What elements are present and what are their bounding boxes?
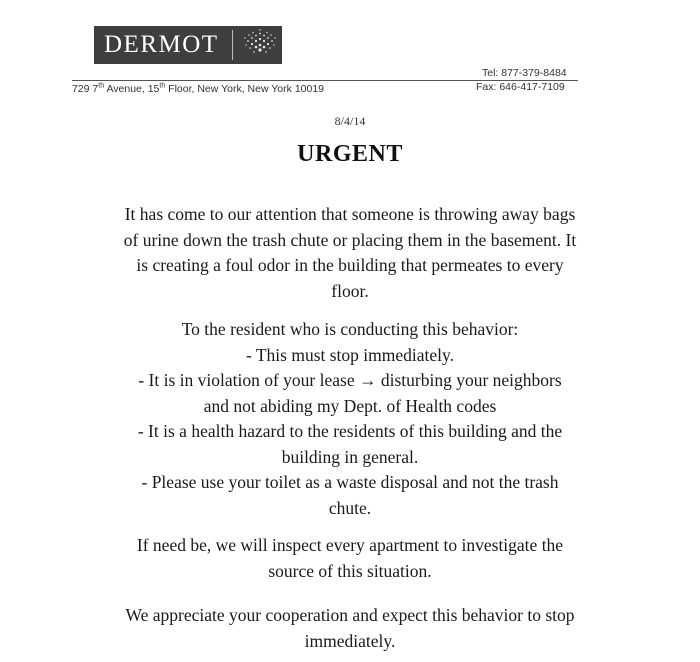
- text-line: building in general.: [281, 446, 419, 467]
- bullet-line: - It is in violation of your lease → disturbing your neighbors: [138, 370, 562, 390]
- text-line: floor.: [331, 280, 369, 301]
- company-name: DERMOT: [104, 31, 219, 58]
- bullet-line: - Please use your toilet as a waste disposal and not the trash: [141, 472, 559, 492]
- notice-title: URGENT: [297, 141, 403, 167]
- fax-number: Fax: 646-417-7109: [476, 81, 565, 93]
- bullet-line: - This must stop immediately.: [245, 344, 455, 365]
- phone-number: Tel: 877-379-8484: [482, 67, 567, 79]
- text-line: chute.: [328, 497, 372, 518]
- text-line: of urine down the trash chute or placing them in the basement. It: [123, 229, 577, 250]
- text-line: is creating a foul odor in the building that permeates to every: [136, 255, 564, 275]
- starburst-icon: [239, 28, 281, 62]
- text-line: source of this situation.: [268, 560, 432, 581]
- text-line: To the resident who is conducting this behavior:: [181, 319, 519, 339]
- company-logo: [94, 26, 282, 64]
- company-address: 729 7th Avenue, 15th Floor, New York, New York 10019: [72, 82, 325, 95]
- text-line: and not abiding my Dept. of Health codes: [203, 395, 497, 416]
- text-line: We appreciate your cooperation and expect this behavior to stop: [125, 605, 575, 625]
- text-line: If need be, we will inspect every apartment to investigate the: [136, 535, 564, 555]
- header-rule: [72, 80, 578, 81]
- text-line: immediately.: [304, 630, 396, 651]
- bullet-line: - It is a health hazard to the residents of this building and the: [137, 421, 563, 441]
- paragraph-inspection: [0, 533, 700, 584]
- paragraph-attention: [0, 202, 700, 304]
- logo-divider: [232, 30, 233, 60]
- paragraph-instructions: [0, 317, 700, 521]
- text-line: It has come to our attention that someone is throwing away bags: [124, 204, 576, 224]
- paragraph-closing: [0, 603, 700, 654]
- notice-date: 8/4/14: [334, 114, 366, 128]
